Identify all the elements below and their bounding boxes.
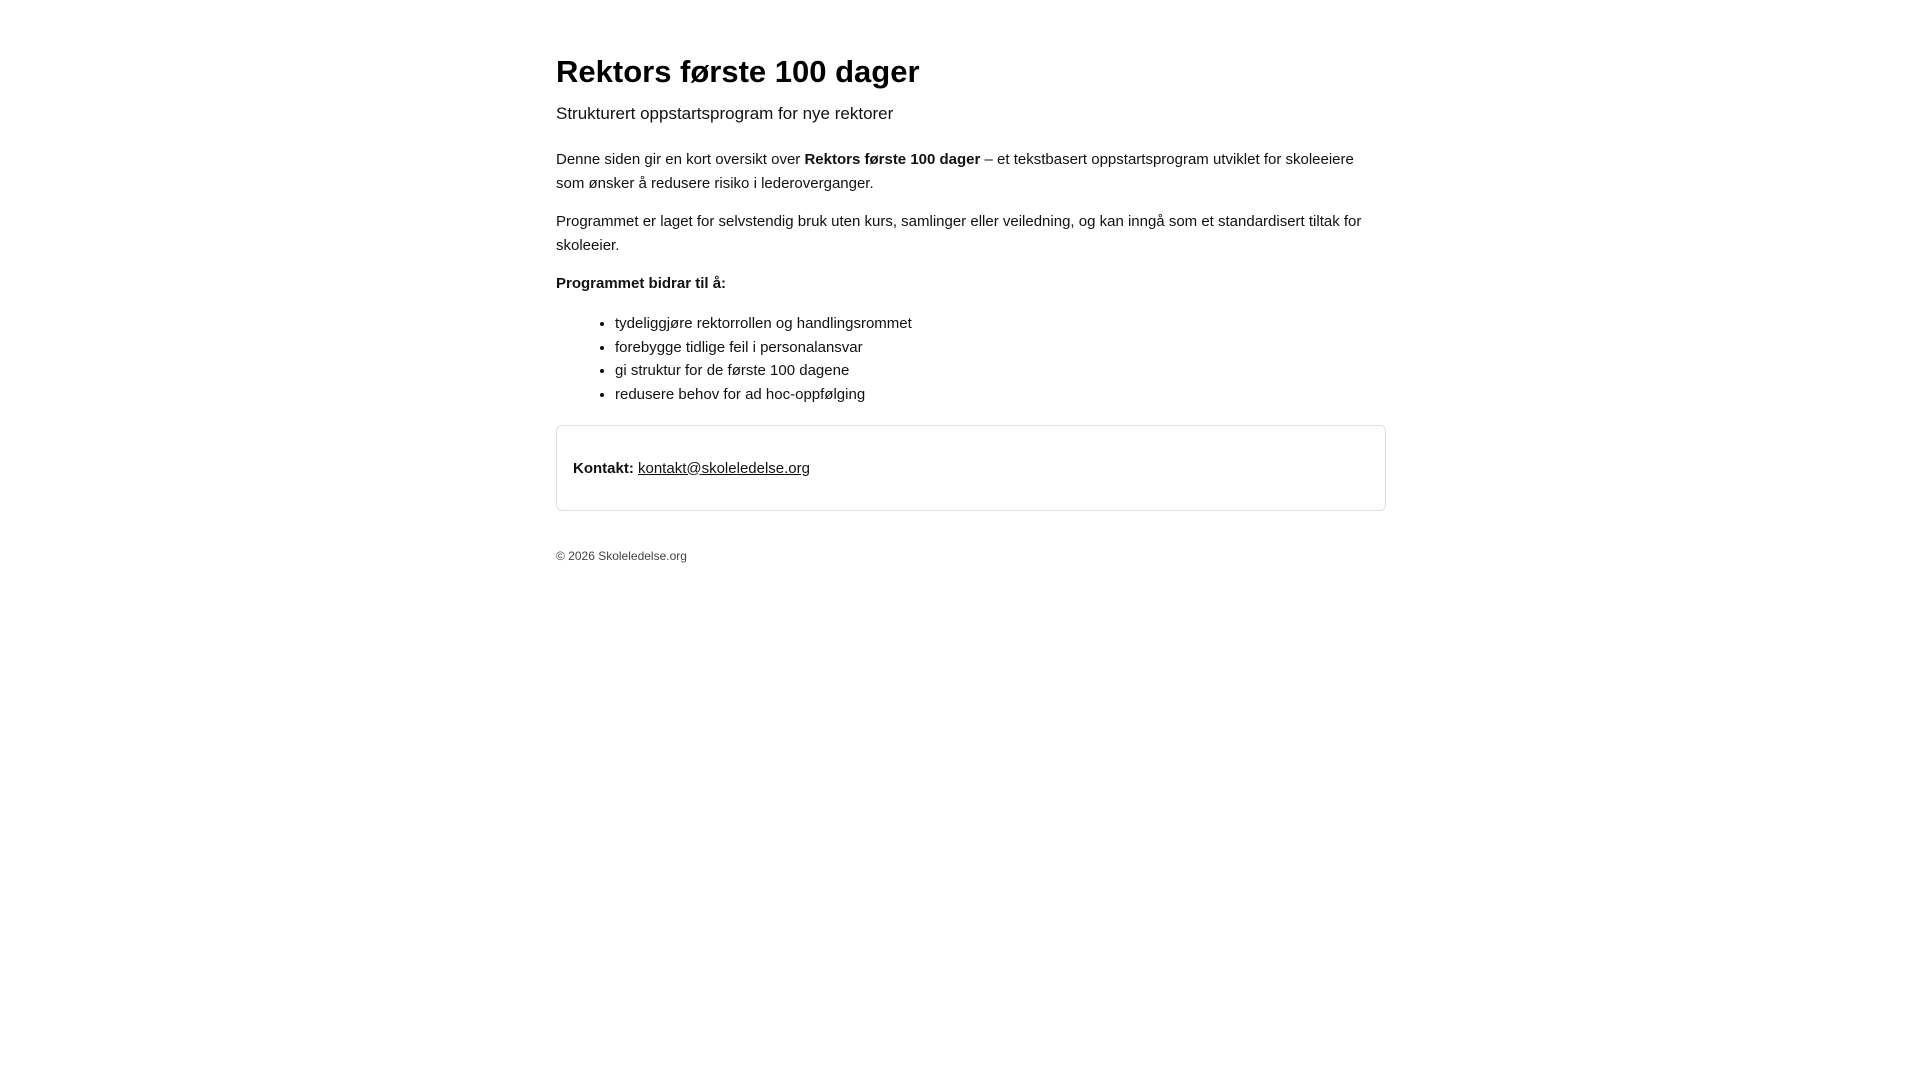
page-subtitle: Strukturert oppstartsprogram for nye rektorer — [556, 104, 894, 123]
usage-paragraph: Programmet er laget for selvstendig bruk uten kurs, samlinger eller veiledning, og kan inngå som et standardisert tiltak for skoleeier. — [556, 213, 1362, 254]
list-item: • forebygge tidlige feil i personalansvar — [615, 336, 1386, 360]
list-item: • redusere behov for ad hoc-oppfølging — [615, 383, 1386, 407]
contact-email-link[interactable]: kontakt@skoleledelse.org — [638, 459, 810, 477]
contact-box — [556, 425, 1386, 511]
benefits-list — [556, 312, 1386, 406]
intro-text-before: Denne siden gir en kort oversikt over — [556, 151, 805, 168]
list-item: • gi struktur for de første 100 dagene — [615, 359, 1386, 383]
footer-copyright: © 2026 Skoleledelse.org — [556, 549, 687, 563]
list-item: • tydeliggjøre rektorrollen og handlingsrommet — [615, 312, 1386, 336]
intro-program-name: Rektors første 100 dager — [804, 151, 981, 168]
intro-paragraph — [556, 148, 1386, 196]
benefits-heading: Programmet bidrar til å: — [556, 275, 727, 292]
page-title: Rektors første 100 dager — [556, 54, 920, 89]
page-container — [556, 0, 1386, 564]
contact-label: Kontakt: — [573, 459, 634, 477]
intro-text-after: – et tekstbasert oppstartsprogram utviklet for skoleeiere som ønsker å redusere risiko i lederoverganger. — [556, 151, 1354, 192]
